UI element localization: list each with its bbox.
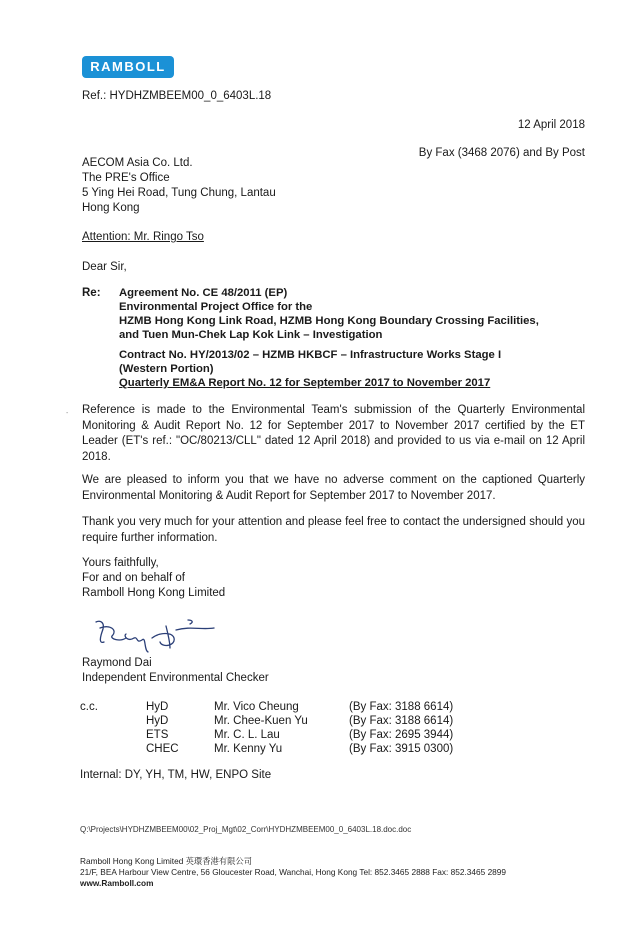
subject-line: HZMB Hong Kong Link Road, HZMB Hong Kong Boundary Crossing Facilities, — [119, 315, 539, 327]
signer-block — [82, 656, 269, 686]
cc-fax: (By Fax: 3188 6614) — [349, 701, 454, 713]
margin-mark: - — [66, 410, 69, 417]
recipient-address — [82, 156, 276, 216]
address-line: The PRE's Office — [82, 172, 170, 184]
cc-row — [146, 714, 453, 728]
footer-website: www.Ramboll.com — [80, 878, 154, 888]
closing — [82, 556, 225, 601]
delivery-method: By Fax (3468 2076) and By Post — [418, 147, 585, 159]
signature-image — [90, 608, 220, 658]
salutation: Dear Sir, — [82, 261, 127, 273]
address-line: 5 Ying Hei Road, Tung Chung, Lantau — [82, 187, 276, 199]
closing-line: Ramboll Hong Kong Limited — [82, 587, 226, 599]
subject-block — [119, 286, 589, 342]
cc-fax: (By Fax: 3188 6614) — [349, 715, 454, 727]
cc-org: CHEC — [146, 743, 179, 755]
closing-line: For and on behalf of — [82, 572, 185, 584]
cc-table — [146, 700, 453, 756]
cc-row — [146, 742, 453, 756]
body-paragraph: We are pleased to inform you that we have no adverse comment on the captioned Quarterly Environmental Monitoring & Audit Report for September 2017 to November 2017. — [82, 474, 585, 502]
body-paragraph: Thank you very much for your attention and please feel free to contact the undersigned should you require further information. — [82, 516, 585, 544]
re-label: Re: — [82, 287, 101, 299]
attention-line: Attention: Mr. Ringo Tso — [82, 231, 204, 243]
cc-fax: (By Fax: 3915 0300) — [349, 743, 454, 755]
body-paragraph: Reference is made to the Environmental Team's submission of the Quarterly Environmental Monitoring & Audit Report No. 12 for September 2017 to November 2017 certified by the ET Leader (ET's ref.: "OC/80213/CLL" dated 12 April 2018) and provided to us via e-mail on 12 April 2018. — [82, 404, 585, 463]
cc-name: Mr. C. L. Lau — [214, 729, 280, 741]
cc-name: Mr. Kenny Yu — [214, 743, 283, 755]
signer-name: Raymond Dai — [82, 657, 152, 669]
address-line: AECOM Asia Co. Ltd. — [82, 157, 193, 169]
file-path: Q:\Projects\HYDHZMBEEM00\02_Proj_Mgt\02_Corr\HYDHZMBEEM00_0_6403L.18.doc.doc — [80, 825, 412, 834]
closing-line: Yours faithfully, — [82, 557, 159, 569]
subject-line: Environmental Project Office for the — [119, 301, 313, 313]
footer — [80, 856, 506, 889]
cc-org: ETS — [146, 729, 169, 741]
cc-org: HyD — [146, 715, 169, 727]
signer-title: Independent Environmental Checker — [82, 672, 269, 684]
internal-distribution: Internal: DY, YH, TM, HW, ENPO Site — [80, 769, 272, 781]
contract-block — [119, 348, 589, 390]
cc-org: HyD — [146, 701, 169, 713]
cc-row — [146, 728, 453, 742]
letter-date: 12 April 2018 — [517, 119, 585, 131]
footer-address: 21/F, BEA Harbour View Centre, 56 Gloucester Road, Wanchai, Hong Kong Tel: 852.3465 2888 Fax: 852.3465 2899 — [80, 867, 507, 877]
ramboll-logo: RAMBOLL — [82, 56, 174, 78]
cc-label: c.c. — [80, 701, 98, 713]
footer-company: Ramboll Hong Kong Limited 英環香港有限公司 — [80, 856, 252, 866]
contract-line: Contract No. HY/2013/02 – HZMB HKBCF – Infrastructure Works Stage I — [119, 349, 502, 361]
cc-row — [146, 700, 453, 714]
contract-line: (Western Portion) — [119, 363, 214, 375]
subject-line: Agreement No. CE 48/2011 (EP) — [119, 287, 288, 299]
subject-line: and Tuen Mun-Chek Lap Kok Link – Investigation — [119, 329, 383, 341]
cc-fax: (By Fax: 2695 3944) — [349, 729, 454, 741]
reference-number: Ref.: HYDHZMBEEM00_0_6403L.18 — [82, 90, 272, 102]
report-title: Quarterly EM&A Report No. 12 for September 2017 to November 2017 — [119, 377, 491, 389]
address-line: Hong Kong — [82, 202, 140, 214]
cc-name: Mr. Chee-Kuen Yu — [214, 715, 308, 727]
cc-name: Mr. Vico Cheung — [214, 701, 299, 713]
